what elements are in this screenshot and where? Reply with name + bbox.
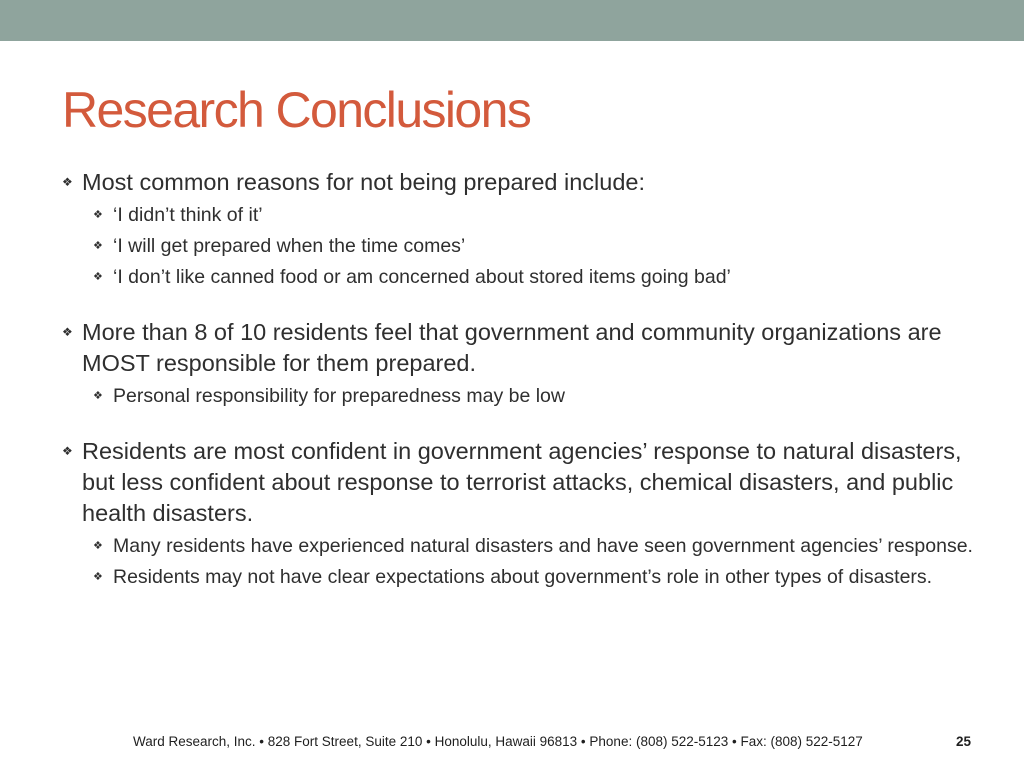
sub-bullet-point (62, 383, 992, 410)
sub-bullet-point (62, 533, 992, 560)
sub-bullet-point (62, 264, 992, 291)
slide-title: Research Conclusions (62, 82, 531, 138)
diamond-bullet-icon: ❖ (93, 390, 103, 402)
diamond-bullet-icon: ❖ (62, 325, 73, 339)
diamond-bullet-icon: ❖ (93, 209, 103, 221)
diamond-bullet-icon: ❖ (93, 571, 103, 583)
footer-contact-info: Ward Research, Inc. • 828 Fort Street, Suite 210 • Honolulu, Hawaii 96813 • Phone: (808) 522-5123 • Fax: (808) 522-5127 (133, 734, 863, 749)
diamond-bullet-icon: ❖ (93, 240, 103, 252)
sub-bullet-text: ‘I didn’t think of it’ (113, 204, 263, 226)
sub-bullet-point (62, 564, 992, 591)
sub-bullet-point (62, 202, 992, 229)
sub-bullet-text: Many residents have experienced natural disasters and have seen government agencies’ response. (113, 535, 973, 557)
sub-bullet-text: ‘I will get prepared when the time comes’ (113, 235, 466, 257)
sub-bullet-text: ‘I don’t like canned food or am concerned about stored items going bad’ (113, 266, 731, 288)
top-accent-bar (0, 0, 1024, 41)
page-number: 25 (956, 734, 972, 749)
bullet-point (62, 167, 992, 198)
bullet-point (62, 317, 992, 379)
bullet-point (62, 436, 992, 529)
diamond-bullet-icon: ❖ (62, 444, 73, 458)
bullet-text: Most common reasons for not being prepared include: (82, 169, 646, 195)
sub-bullet-text: Personal responsibility for preparedness may be low (113, 385, 565, 407)
sub-bullet-point (62, 233, 992, 260)
diamond-bullet-icon: ❖ (93, 271, 103, 283)
diamond-bullet-icon: ❖ (62, 175, 73, 189)
diamond-bullet-icon: ❖ (93, 540, 103, 552)
slide-footer (0, 734, 1024, 754)
bullet-text: Residents are most confident in government agencies’ response to natural disasters, but less confident about response to terrorist attacks, chemical disasters, and public health disasters. (82, 438, 962, 526)
bullet-text: More than 8 of 10 residents feel that government and community organizations are MOST responsible for them prepared. (82, 319, 942, 376)
sub-bullet-text: Residents may not have clear expectations about government’s role in other types of disasters. (113, 566, 933, 588)
slide-content (62, 167, 992, 591)
